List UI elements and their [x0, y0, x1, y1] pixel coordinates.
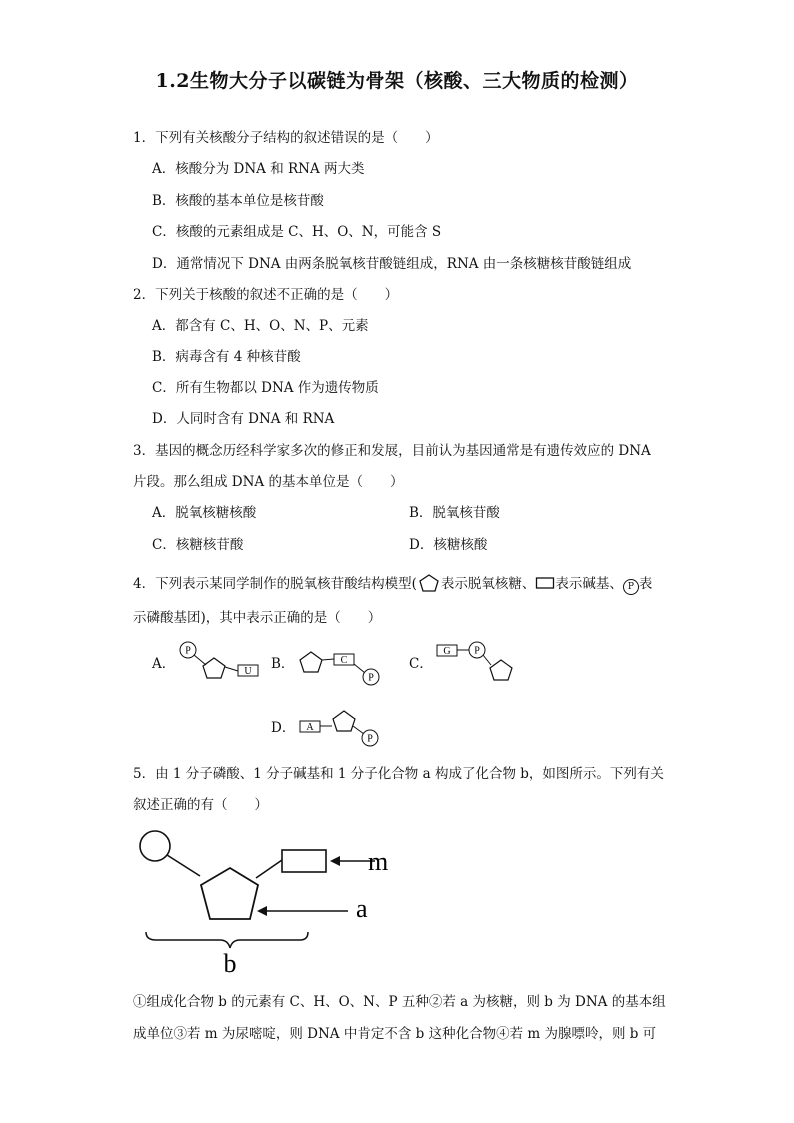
question-4-stem-part-d: 表 — [638, 576, 653, 592]
question-2-option-c: C．所有生物都以 DNA 作为遗传物质 — [152, 380, 379, 396]
question-1-option-d: D．通常情况下 DNA 由两条脱氧核苷酸链组成，RNA 由一条核糖核苷酸链组成 — [152, 256, 632, 272]
question-5-statements-line2: 成单位③若 m 为尿嘧啶，则 DNA 中肯定不含 b 这种化合物④若 m 为腺嘌呤，则 b 可 — [133, 1026, 657, 1042]
base-label: C — [340, 655, 348, 666]
question-4-stem-line2: 示磷酸基团)，其中表示正确的是（ ） — [133, 610, 382, 626]
base-label: A — [306, 722, 314, 733]
question-1-option-b: B．核酸的基本单位是核苷酸 — [152, 193, 324, 209]
question-4-stem-part-b: 表示脱氧核糖、 — [440, 576, 536, 592]
question-1-option-a: A．核酸分为 DNA 和 RNA 两大类 — [152, 161, 365, 177]
phosphate-label: P — [368, 672, 374, 684]
question-3-option-a: A．脱氧核糖核酸 — [152, 505, 257, 521]
pentagon-icon — [417, 573, 441, 593]
question-2-option-a: A．都含有 C、H、O、N、P、元素 — [152, 318, 369, 334]
phosphate-label: P — [185, 645, 191, 657]
question-1-stem: 1．下列有关核酸分子结构的叙述错误的是（ ） — [133, 130, 439, 146]
nucleotide-model-c — [435, 640, 525, 690]
page-title: 1.2生物大分子以碳链为骨架（核酸、三大物质的检测） — [155, 70, 639, 92]
question-4-stem-part-a: 4．下列表示某同学制作的脱氧核苷酸结构模型( — [133, 576, 417, 592]
question-5-statements-line1: ①组成化合物 b 的元素有 C、H、O、N、P 五种②若 a 为核糖，则 b 为 DNA 的基本组 — [133, 994, 666, 1010]
label-b: b — [223, 949, 237, 978]
question-3-stem-line1: 3．基因的概念历经科学家多次的修正和发展，目前认为基因通常是有遗传效应的 DNA — [133, 443, 651, 459]
question-5-stem-line2: 叙述正确的有（ ） — [133, 797, 268, 813]
question-3-stem-line2: 片段。那么组成 DNA 的基本单位是（ ） — [133, 474, 404, 490]
question-3-option-d: D．核糖核酸 — [409, 537, 488, 553]
question-4-option-b-label: B． — [271, 656, 295, 672]
question-3-option-b: B．脱氧核苷酸 — [409, 505, 500, 521]
question-4-option-c-label: C． — [409, 656, 433, 672]
question-5-stem-line1: 5．由 1 分子磷酸、1 分子碱基和 1 分子化合物 a 构成了化合物 b，如图所示。下列有关 — [133, 766, 664, 782]
question-4-stem-line1 — [133, 573, 652, 595]
compound-b-figure — [130, 828, 410, 978]
question-3-option-c: C．核糖核苷酸 — [152, 537, 244, 553]
rectangle-icon — [535, 576, 555, 590]
question-4-option-d-label: D． — [271, 720, 296, 736]
question-4-option-a-label: A． — [152, 656, 176, 672]
base-label: G — [443, 646, 451, 657]
question-1-option-c: C．核酸的元素组成是 C、H、O、N，可能含 S — [152, 224, 442, 240]
nucleotide-model-d — [298, 706, 388, 752]
label-a: a — [356, 894, 368, 923]
phosphate-label: P — [367, 733, 373, 745]
base-label: U — [244, 666, 252, 677]
label-m: m — [368, 847, 389, 876]
phosphate-circle-icon: P — [623, 579, 639, 595]
question-2-stem: 2．下列关于核酸的叙述不正确的是（ ） — [133, 287, 399, 303]
question-4-stem-part-c: 表示碱基、 — [555, 576, 623, 592]
question-2-option-b: B．病毒含有 4 种核苷酸 — [152, 349, 301, 365]
nucleotide-model-a — [176, 640, 266, 690]
phosphate-label: P — [474, 645, 480, 657]
nucleotide-model-b — [293, 646, 388, 688]
question-2-option-d: D．人同时含有 DNA 和 RNA — [152, 411, 335, 427]
